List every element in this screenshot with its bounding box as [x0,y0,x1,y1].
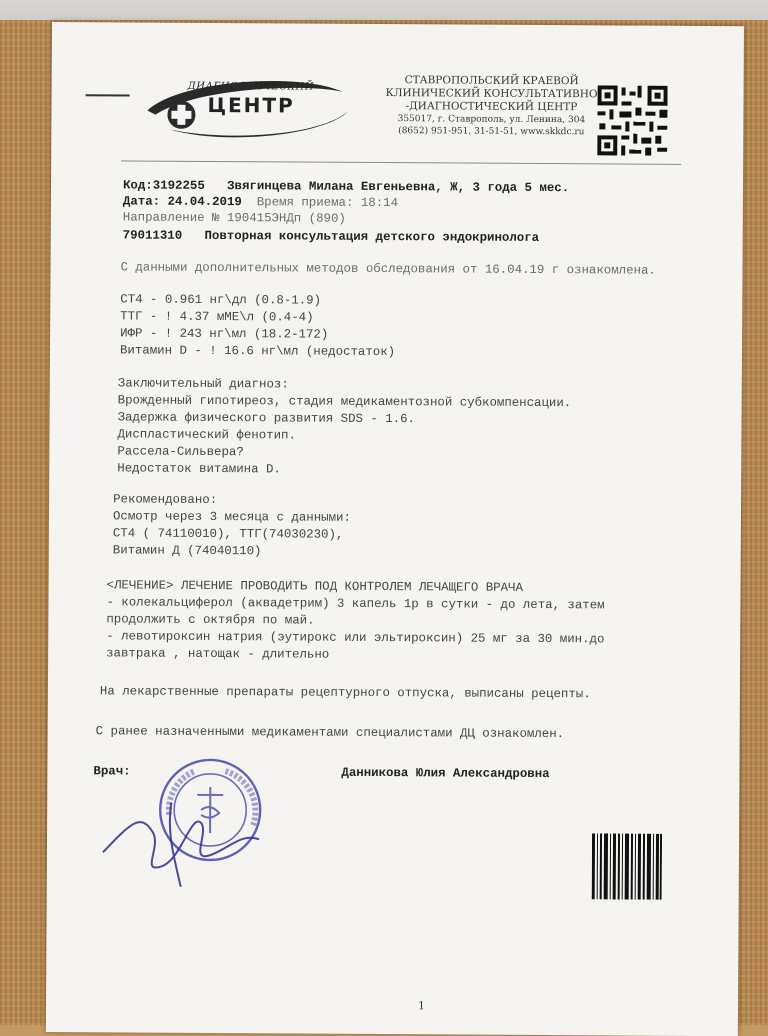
treatment-line: <ЛЕЧЕНИЕ> ЛЕЧЕНИЕ ПРОВОДИТЬ ПОД КОНТРОЛЕМ ЛЕЧАЩЕГО ВРАЧА [106,578,524,595]
doctor-name: Данникова Юлия Александровна [341,765,550,782]
barcode-icon [592,833,662,899]
qr-code-icon [597,85,667,155]
patient-name: Звягинцева Милана Евгеньевна, Ж, 3 года 5 мес. [227,179,570,196]
lab-result: ИФР - ! 243 нг\мл (18.2-172) [120,326,329,342]
treatment-line: продолжить с октября по май. [106,612,315,628]
diagnosis-item: Врожденный гипотиреоз, стадия медикаментозной субкомпенсации. [117,393,572,411]
lab-result: Витамин D - ! 16.6 нг\мл (недостаток) [119,343,396,360]
diagnosis-item: Рассела-Сильвера? [117,444,244,460]
patient-code: Код:3192255 [122,178,205,193]
page-number: 1 [417,999,426,1013]
service-name: Повторная консультация детского эндокринолога [204,228,540,245]
organization-block [351,74,631,139]
recommended-item: СТ4 ( 74110010), ТТГ(74030230), [112,526,344,542]
org-line: КЛИНИЧЕСКИЙ КОНСУЛЬТАТИВНО [385,87,598,101]
visit-time: Время приема: 18:14 [256,195,399,211]
diagnosis-item: Недостаток витамина D. [117,461,281,477]
intro-text: С данными дополнительных методов обследования от 16.04.19 г ознакомлена. [120,260,656,278]
org-line: СТАВРОПОЛЬСКИЙ КРАЕВОЙ [404,74,579,88]
header-dash [86,94,130,96]
date-line [123,194,398,210]
signature-icon [101,782,262,893]
document-sheet [46,22,744,1036]
logo-top-text: ДИАГНОСТИЧЕСКИЙ [187,80,315,93]
service-code: 79011310 [122,228,183,243]
prescriptions-note: На лекарственные препараты рецептурного отпуска, выписаны рецепты. [99,684,591,702]
doctor-label: Врач: [93,764,131,779]
diagnosis-item: Диспластический фенотип. [117,427,296,443]
recommended-item: Витамин Д (74040110) [112,543,262,559]
visit-date: Дата: 24.04.2019 [122,194,242,210]
service-line [123,228,539,245]
recommended-item: Осмотр через 3 месяца с данными: [112,509,351,525]
diagnosis-item: Задержка физического развития SDS - 1.6. [117,410,416,427]
clinic-logo [137,71,351,150]
lab-result: ТТГ - ! 4.37 мМЕ\л (0.4-4) [120,309,314,325]
patient-code-line [123,178,569,195]
treatment-line: - колекальциферол (аквадетрим) 3 капель 1р в сутки - до лета, затем [106,595,605,613]
acquainted-note: С ранее назначенными медикаментами специалистами ДЦ ознакомлен. [95,724,565,742]
lab-result: СТ4 - 0.961 нг\дл (0.8-1.9) [120,292,322,308]
org-contacts: (8652) 951-951, 31-51-51, www.skkdc.ru [398,126,585,138]
org-line: -ДИАГНОСТИЧЕСКИЙ ЦЕНТР [405,100,578,114]
treatment-line: - левотироксин натрия (эутирокс или эльтироксин) 25 мг за 30 мин.до [106,629,605,647]
header-divider [121,160,681,164]
treatment-line: завтрака , натощак - длительно [106,646,330,662]
recommended-title: Рекомендовано: [113,492,218,508]
diagnosis-title: Заключительный диагноз: [117,376,289,392]
logo-main-text: ЦЕНТР [207,92,295,118]
referral-line: Направление № 190415ЭНДп (890) [122,210,346,226]
org-address: 355017, г. Ставрополь, ул. Ленина, 304 [397,114,586,126]
